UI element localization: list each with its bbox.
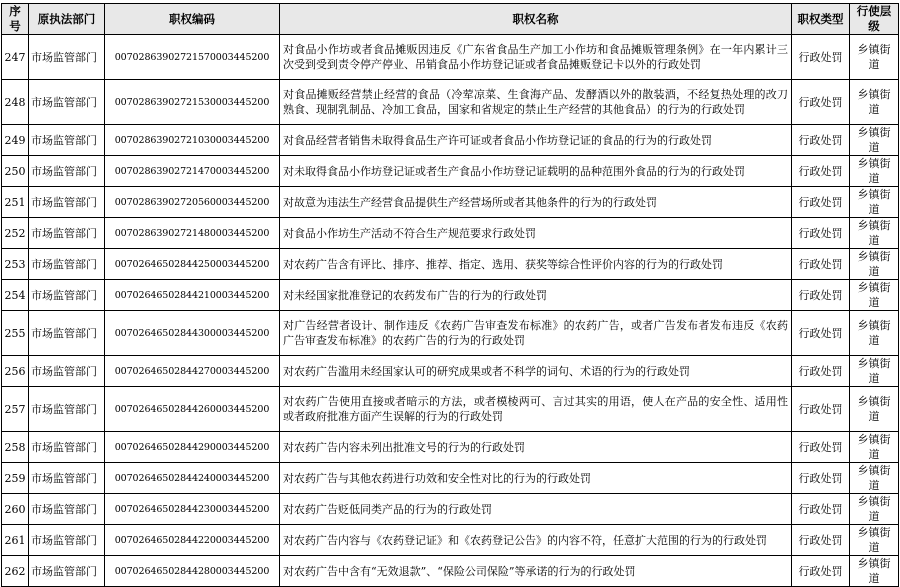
cell-code: 00702646502844300003445200 [105,311,280,356]
table-row [2,525,899,556]
table-row [2,280,899,311]
cell-name: 对农药广告中含有“无效退款”、“保险公司保险”等承诺的行为的行政处罚 [280,556,792,587]
header-level: 行使层级 [850,4,899,35]
cell-no: 256 [2,356,29,387]
cell-level: 乡镇街道 [850,80,899,125]
cell-level: 乡镇街道 [850,280,899,311]
cell-level: 乡镇街道 [850,387,899,432]
table-row [2,35,899,80]
cell-type: 行政处罚 [792,249,850,280]
cell-type: 行政处罚 [792,525,850,556]
cell-no: 261 [2,525,29,556]
cell-dept: 市场监管部门 [29,249,105,280]
cell-level: 乡镇街道 [850,311,899,356]
cell-no: 247 [2,35,29,80]
cell-type: 行政处罚 [792,311,850,356]
cell-name: 对农药广告滥用未经国家认可的研究成果或者不科学的词句、术语的行为的行政处罚 [280,356,792,387]
cell-no: 253 [2,249,29,280]
cell-type: 行政处罚 [792,494,850,525]
cell-type: 行政处罚 [792,218,850,249]
cell-code: 00702646502844230003445200 [105,494,280,525]
table-row [2,387,899,432]
table-row [2,311,899,356]
cell-code: 00702863902721030003445200 [105,125,280,156]
table-row [2,494,899,525]
cell-type: 行政处罚 [792,156,850,187]
cell-no: 251 [2,187,29,218]
cell-level: 乡镇街道 [850,187,899,218]
header-code: 职权编码 [105,4,280,35]
cell-level: 乡镇街道 [850,125,899,156]
cell-level: 乡镇街道 [850,218,899,249]
cell-type: 行政处罚 [792,387,850,432]
table-row [2,80,899,125]
cell-no: 257 [2,387,29,432]
cell-dept: 市场监管部门 [29,463,105,494]
cell-dept: 市场监管部门 [29,156,105,187]
cell-name: 对食品小作坊或者食品摊贩因违反《广东省食品生产加工小作坊和食品摊贩管理条例》在一年内累计三次受到受到责令停产停业、吊销食品小作坊登记证或者食品摊贩登记卡以外的行政处罚 [280,35,792,80]
cell-level: 乡镇街道 [850,494,899,525]
cell-type: 行政处罚 [792,463,850,494]
table-row [2,187,899,218]
cell-level: 乡镇街道 [850,156,899,187]
cell-code: 00702863902721570003445200 [105,35,280,80]
table-row [2,249,899,280]
cell-no: 249 [2,125,29,156]
cell-dept: 市场监管部门 [29,35,105,80]
table-row [2,556,899,587]
table-row [2,218,899,249]
cell-type: 行政处罚 [792,80,850,125]
cell-level: 乡镇街道 [850,35,899,80]
cell-name: 对故意为违法生产经营食品提供生产经营场所或者其他条件的行为的行政处罚 [280,187,792,218]
cell-dept: 市场监管部门 [29,525,105,556]
cell-code: 00702646502844250003445200 [105,249,280,280]
cell-type: 行政处罚 [792,356,850,387]
cell-name: 对农药广告使用直接或者暗示的方法，或者模棱两可、言过其实的用语，使人在产品的安全性、适用性或者政府批准方面产生误解的行为的行政处罚 [280,387,792,432]
cell-name: 对广告经营者设计、制作违反《农药广告审查发布标准》的农药广告，或者广告发布者发布违反《农药广告审查发布标准》的农药广告的行为的行政处罚 [280,311,792,356]
cell-no: 260 [2,494,29,525]
table-row [2,356,899,387]
cell-name: 对未取得食品小作坊登记证或者生产食品小作坊登记证载明的品种范围外食品的行为的行政处罚 [280,156,792,187]
cell-level: 乡镇街道 [850,249,899,280]
cell-name: 对农药广告与其他农药进行功效和安全性对比的行为的行政处罚 [280,463,792,494]
cell-level: 乡镇街道 [850,432,899,463]
cell-code: 00702646502844280003445200 [105,556,280,587]
cell-code: 00702646502844270003445200 [105,356,280,387]
cell-code: 00702646502844290003445200 [105,432,280,463]
cell-dept: 市场监管部门 [29,311,105,356]
cell-dept: 市场监管部门 [29,556,105,587]
cell-code: 00702646502844220003445200 [105,525,280,556]
cell-no: 258 [2,432,29,463]
cell-dept: 市场监管部门 [29,432,105,463]
cell-type: 行政处罚 [792,187,850,218]
table-body [2,35,899,587]
cell-name: 对农药广告内容未列出批准文号的行为的行政处罚 [280,432,792,463]
cell-code: 00702646502844260003445200 [105,387,280,432]
cell-dept: 市场监管部门 [29,356,105,387]
cell-dept: 市场监管部门 [29,387,105,432]
cell-code: 00702863902721470003445200 [105,156,280,187]
cell-level: 乡镇街道 [850,463,899,494]
cell-no: 250 [2,156,29,187]
cell-dept: 市场监管部门 [29,280,105,311]
cell-code: 00702863902720560003445200 [105,187,280,218]
cell-no: 262 [2,556,29,587]
cell-name: 对食品摊贩经营禁止经营的食品（冷荤凉菜、生食海产品、发酵酒以外的散装酒，不经复热处理的改刀熟食、现制乳制品、冷加工食品，国家和省规定的禁止生产经营的其他食品）的行为的行政处罚 [280,80,792,125]
cell-type: 行政处罚 [792,35,850,80]
cell-no: 259 [2,463,29,494]
cell-code: 00702646502844210003445200 [105,280,280,311]
table-row [2,125,899,156]
cell-no: 255 [2,311,29,356]
cell-name: 对食品小作坊生产活动不符合生产规范要求行政处罚 [280,218,792,249]
cell-type: 行政处罚 [792,432,850,463]
cell-name: 对农药广告含有评比、排序、推荐、指定、选用、获奖等综合性评价内容的行为的行政处罚 [280,249,792,280]
cell-no: 254 [2,280,29,311]
cell-name: 对食品经营者销售未取得食品生产许可证或者食品小作坊登记证的食品的行为的行政处罚 [280,125,792,156]
cell-level: 乡镇街道 [850,556,899,587]
cell-code: 00702863902721530003445200 [105,80,280,125]
cell-dept: 市场监管部门 [29,125,105,156]
cell-type: 行政处罚 [792,280,850,311]
cell-type: 行政处罚 [792,556,850,587]
table-row [2,156,899,187]
cell-code: 00702646502844240003445200 [105,463,280,494]
header-row [2,4,899,35]
table-row [2,463,899,494]
cell-name: 对农药广告内容与《农药登记证》和《农药登记公告》的内容不符，任意扩大范围的行为的行政处罚 [280,525,792,556]
cell-level: 乡镇街道 [850,525,899,556]
cell-dept: 市场监管部门 [29,218,105,249]
cell-dept: 市场监管部门 [29,494,105,525]
cell-level: 乡镇街道 [850,356,899,387]
cell-no: 252 [2,218,29,249]
table-row [2,432,899,463]
header-dept: 原执法部门 [29,4,105,35]
cell-name: 对农药广告贬低同类产品的行为的行政处罚 [280,494,792,525]
cell-dept: 市场监管部门 [29,187,105,218]
authority-table [1,3,899,587]
cell-no: 248 [2,80,29,125]
header-no: 序号 [2,4,29,35]
cell-type: 行政处罚 [792,125,850,156]
cell-name: 对未经国家批准登记的农药发布广告的行为的行政处罚 [280,280,792,311]
header-name: 职权名称 [280,4,792,35]
cell-code: 00702863902721480003445200 [105,218,280,249]
header-type: 职权类型 [792,4,850,35]
cell-dept: 市场监管部门 [29,80,105,125]
